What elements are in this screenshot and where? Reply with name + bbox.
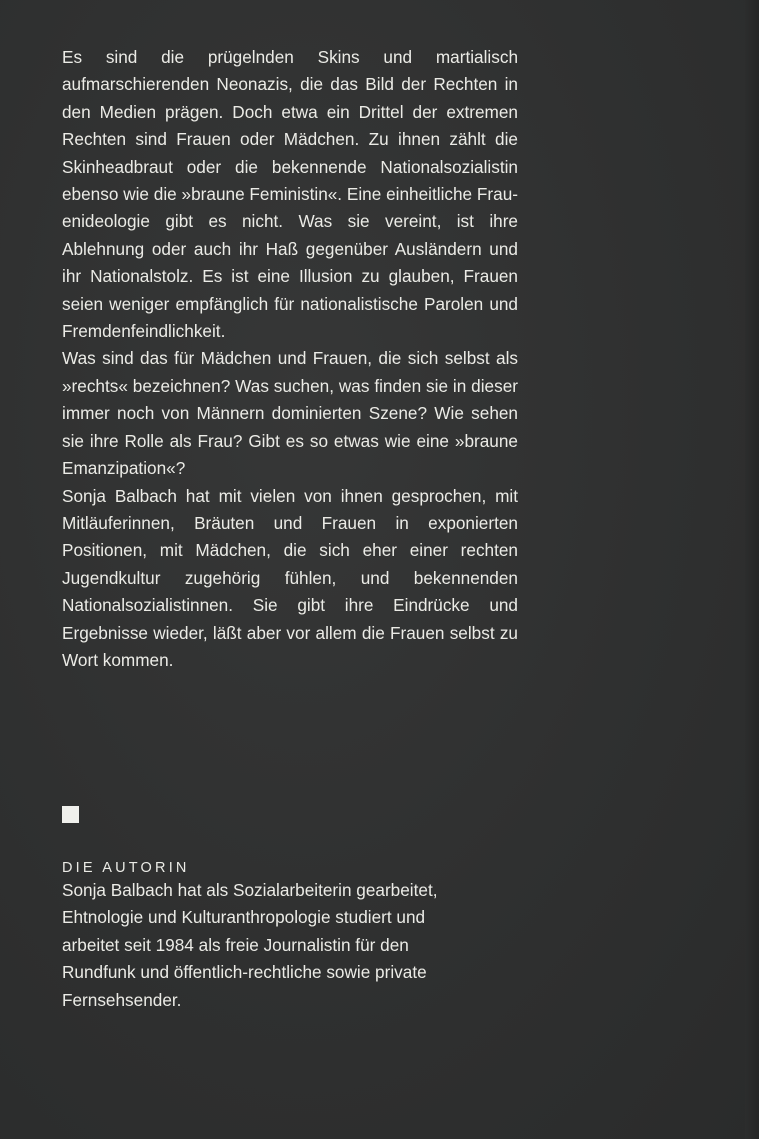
blurb-text	[62, 44, 518, 674]
blurb-paragraph-2: Was sind das für Mädchen und Frauen, die sich selbst als »rechts« bezeichnen? Was suchen, was finden sie in dieser immer noch von Männern dominierten Szene? Wie sehen sie ihre Rolle als Frau? Gibt es so etwas wie eine »braune Emanzipation«?	[62, 348, 518, 479]
author-heading: DIE AUTORIN	[62, 860, 190, 876]
author-bio-line: arbeitet seit 1984 als freie Journalistin für den	[62, 934, 409, 955]
cover-edge	[745, 0, 759, 1139]
author-bio	[62, 877, 522, 1014]
author-bio-line: Ehtnologie und Kulturanthropologie studiert und	[62, 907, 426, 928]
author-bio-line: Rundfunk und öffentlich-rechtliche sowie private	[62, 962, 427, 983]
author-bio-line: Fernsehsender.	[62, 989, 182, 1010]
square-ornament	[62, 806, 79, 823]
blurb-paragraph-1: Es sind die prügelnden Skins und martialisch aufmarschierenden Neonazis, die das Bild der Rechten in den Medien prägen. Doch etwa ein Drittel der extremen Rechten sind Frauen oder Mädchen. Zu ihnen zählt die Skinheadbraut oder die bekennende Nationalsozialistin ebenso wie die »braune Feministin«. Eine einheitliche Frauenideologie gibt es nicht. Was sie vereint, ist ihre Ablehnung oder auch ihr Haß gegenüber Ausländern und ihr Nationalstolz. Es ist eine Illusion zu glauben, Frauen seien weniger empfänglich für nationalistische Parolen und Fremdenfeindlichkeit.	[62, 47, 518, 342]
author-bio-line: Sonja Balbach hat als Sozialarbeiterin gearbeitet,	[62, 880, 438, 900]
blurb-paragraph-3: Sonja Balbach hat mit vielen von ihnen gesprochen, mit Mitläuferinnen, Bräuten und Frauen in exponierten Positionen, mit Mädchen, die sich eher einer rechten Jugendkultur zugehörig fühlen, und bekennenden Nationalsozialistinnen. Sie gibt ihre Eindrücke und Ergebnisse wieder, läßt aber vor allem die Frauen selbst zu Wort kommen.	[62, 485, 518, 670]
